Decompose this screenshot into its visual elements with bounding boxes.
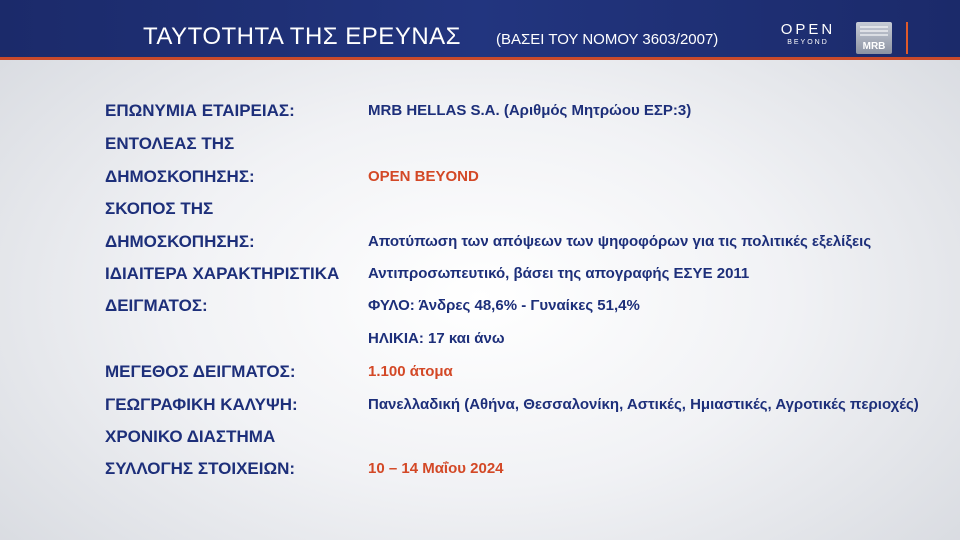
row-label: ΣΥΛΛΟΓΗΣ ΣΤΟΙΧΕΙΩΝ: bbox=[105, 459, 296, 478]
mrb-logo-icon bbox=[860, 26, 888, 38]
row-period-1 bbox=[105, 427, 935, 451]
row-label: ΔΕΙΓΜΑΤΟΣ: bbox=[105, 296, 208, 315]
page-title: ΤΑΥΤΟΤΗΤΑ ΤΗΣ ΕΡΕΥΝΑΣ bbox=[143, 23, 461, 50]
row-value: 10 – 14 Μαΐου 2024 bbox=[368, 460, 504, 477]
row-label: ΔΗΜΟΣΚΟΠΗΣΗΣ: bbox=[105, 232, 255, 251]
row-label: ΕΝΤΟΛΕΑΣ ΤΗΣ bbox=[105, 134, 235, 153]
row-geographic-coverage bbox=[105, 395, 935, 419]
row-label: ΓΕΩΓΡΑΦΙΚΗ ΚΑΛΥΨΗ: bbox=[105, 395, 298, 414]
beyond-logo-text: BEYOND bbox=[787, 39, 829, 46]
row-purpose-1 bbox=[105, 199, 935, 223]
row-value: Αντιπροσωπευτικό, βάσει της απογραφής ΕΣΥΕ 2011 bbox=[368, 265, 750, 282]
row-value: ΗΛΙΚΙΑ: 17 και άνω bbox=[368, 330, 505, 347]
row-label: ΧΡΟΝΙΚΟ ΔΙΑΣΤΗΜΑ bbox=[105, 427, 276, 446]
row-label: ΙΔΙΑΙΤΕΡΑ ΧΑΡΑΚΤΗΡΙΣΤΙΚΑ bbox=[105, 264, 340, 283]
row-value: MRB HELLAS S.A. (Αριθμός Μητρώου ΕΣΡ:3) bbox=[368, 102, 692, 119]
row-company-name bbox=[105, 101, 935, 125]
row-label: ΣΚΟΠΟΣ ΤΗΣ bbox=[105, 199, 214, 218]
mrb-logo bbox=[856, 22, 892, 54]
open-beyond-logo bbox=[776, 22, 840, 47]
row-sample-age bbox=[105, 329, 935, 353]
row-label: ΔΗΜΟΣΚΟΠΗΣΗΣ: bbox=[105, 167, 255, 186]
row-value: ΦΥΛΟ: Άνδρες 48,6% - Γυναίκες 51,4% bbox=[368, 297, 640, 314]
row-value: OPEN BEYOND bbox=[368, 168, 479, 185]
row-value: 1.100 άτομα bbox=[368, 363, 453, 380]
open-logo-text: OPEN bbox=[780, 21, 836, 38]
row-period-2 bbox=[105, 459, 935, 483]
row-sample-features-2 bbox=[105, 296, 935, 320]
header-bar bbox=[0, 0, 960, 60]
header-divider bbox=[906, 22, 908, 54]
row-value: Αποτύπωση των απόψεων των ψηφοφόρων για τις πολιτικές εξελίξεις bbox=[368, 233, 872, 250]
row-label: ΕΠΩΝΥΜΙΑ ΕΤΑΙΡΕΙΑΣ: bbox=[105, 101, 295, 120]
row-label: ΜΕΓΕΘΟΣ ΔΕΙΓΜΑΤΟΣ: bbox=[105, 362, 296, 381]
row-client-1 bbox=[105, 134, 935, 158]
row-sample-features-1 bbox=[105, 264, 935, 288]
row-purpose-2 bbox=[105, 232, 935, 256]
row-client-2 bbox=[105, 167, 935, 191]
row-value: Πανελλαδική (Αθήνα, Θεσσαλονίκη, Αστικές, Ημιαστικές, Αγροτικές περιοχές) bbox=[368, 396, 919, 413]
page-subtitle: (ΒΑΣΕΙ ΤΟΥ ΝΟΜΟΥ 3603/2007) bbox=[496, 31, 719, 48]
row-sample-size bbox=[105, 362, 935, 386]
mrb-logo-text: MRB bbox=[862, 41, 886, 52]
